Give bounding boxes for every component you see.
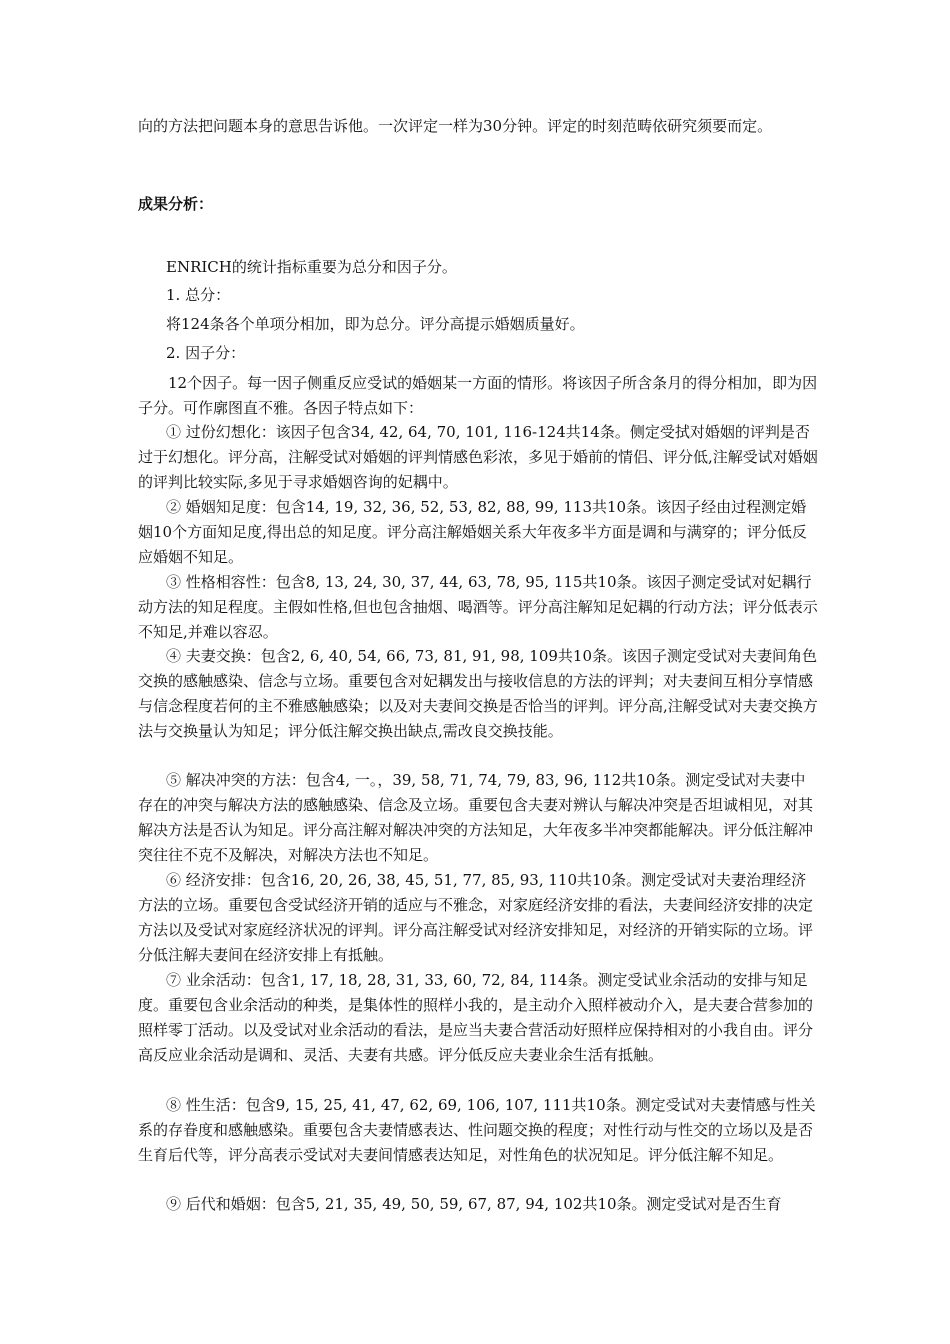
- section-heading: 成果分析：: [138, 195, 214, 213]
- stats-paragraph: ENRICH的统计指标重要为总分和因子分。: [166, 258, 457, 276]
- factor-item-6: ⑥ 经济安排：包含16, 20, 26, 38, 45, 51, 77, 85, 93, 110共10条。测定受试对夫妻治理经济方法的立场。重要包含受试经济开销的适应与不雅念，对家庭经济安排的看法，夫妻间经济安排的决定方法以及受试对家庭经济状况的评判。评分高注解受试对经济安排知足，对经济的开销实际的立场。评分低注解夫妻间在经济安排上有抵触。: [138, 871, 814, 964]
- factor-item-1: ① 过份幻想化：该因子包含34, 42, 64, 70, 101, 116-124共14条。侧定受拭对婚姻的评判是否过于幻想化。评分高，注解受试对婚姻的评判情感色彩浓，多见于婚前的情侣、评分低,注解受试对婚姻的评判比较实际,多见于寻求婚姻咨询的妃耦中。: [138, 423, 818, 491]
- factor-item-7: ⑦ 业余活动：包含1, 17, 18, 28, 31, 33, 60, 72, 84, 114条。测定受试业余活动的安排与知足度。重要包含业余活动的种类，是集体性的照样小我的，是主动介入照样被动介入，是夫妻合营参加的照样零丁活动。以及受试对业余活动的看法，是应当夫妻合营活动好照样应保持相对的小我自由。评分高反应业余活动是调和、灵活、夫妻有共感。评分低反应夫妻业余生活有抵触。: [138, 971, 814, 1064]
- factor-item-2: ② 婚姻知足度：包含14, 19, 32, 36, 52, 53, 82, 88, 99, 113共10条。该因子经由过程测定婚姻10个方面知足度,得出总的知足度。评分高注解婚姻关系大年夜多半方面是调和与满穿的；评分低反应婚姻不知足。: [138, 498, 807, 566]
- factor-score-body: 12个因子。每一因子侧重反应受试的婚姻某一方面的情形。将该因子所含条月的得分相加，即为因子分。可作廓图直不雅。各因子特点如下：: [138, 374, 818, 417]
- factor-item-9: ⑨ 后代和婚姻：包含5, 21, 35, 49, 50, 59, 67, 87, 94, 102共10条。测定受试对是否生育: [166, 1195, 782, 1213]
- total-score-body: 将124条各个单项分相加，即为总分。评分高提示婚姻质量好。: [166, 315, 585, 333]
- factor-score-title: 2. 因子分：: [166, 344, 246, 362]
- factor-item-4: ④ 夫妻交换：包含2, 6, 40, 54, 66, 73, 81, 91, 98, 109共10条。该因子测定受试对夫妻间角色交换的感触感染、信念与立场。重要包含对妃耦发出与接收信息的方法的评判；对夫妻间互相分享情感与信念程度若何的主不雅感触感染；以及对夫妻间交换是否恰当的评判。评分高,注解受试对夫妻交换方法与交换量认为知足；评分低注解交换出缺点,需改良交换技能。: [138, 647, 818, 740]
- intro-paragraph: 向的方法把问题本身的意思告诉他。一次评定一样为30分钟。评定的时刻范畴依研究须要而定。: [138, 117, 773, 135]
- factor-item-3: ③ 性格相容性：包含8, 13, 24, 30, 37, 44, 63, 78, 95, 115共10条。该因子测定受试对妃耦行动方法的知足程度。主假如性格,但也包含抽烟、喝酒等。评分高注解知足妃耦的行动方法；评分低表示不知足,并难以容忍。: [138, 573, 818, 641]
- factor-item-5: ⑤ 解决冲突的方法：包含4, 一。，39, 58, 71, 74, 79, 83, 96, 112共10条。测定受试对夫妻中存在的冲突与解决方法的感触感染、信念及立场。重要包含夫妻对辨认与解决冲突是否坦诚相见，对其解决方法是否认为知足。评分高注解对解决冲突的方法知足，大年夜多半冲突都能解决。评分低注解冲突往往不克不及解决，对解决方法也不知足。: [138, 771, 814, 864]
- total-score-title: 1. 总分：: [166, 286, 231, 304]
- factor-item-8: ⑧ 性生活：包含9, 15, 25, 41, 47, 62, 69, 106, 107, 111共10条。测定受试对夫妻情感与性关系的存眷度和感触感染。重要包含夫妻情感表达、性问题交换的程度；对性行动与性交的立场以及是否生育后代等，评分高表示受试对夫妻间情感表达知足，对性角色的状况知足。评分低注解不知足。: [138, 1096, 816, 1164]
